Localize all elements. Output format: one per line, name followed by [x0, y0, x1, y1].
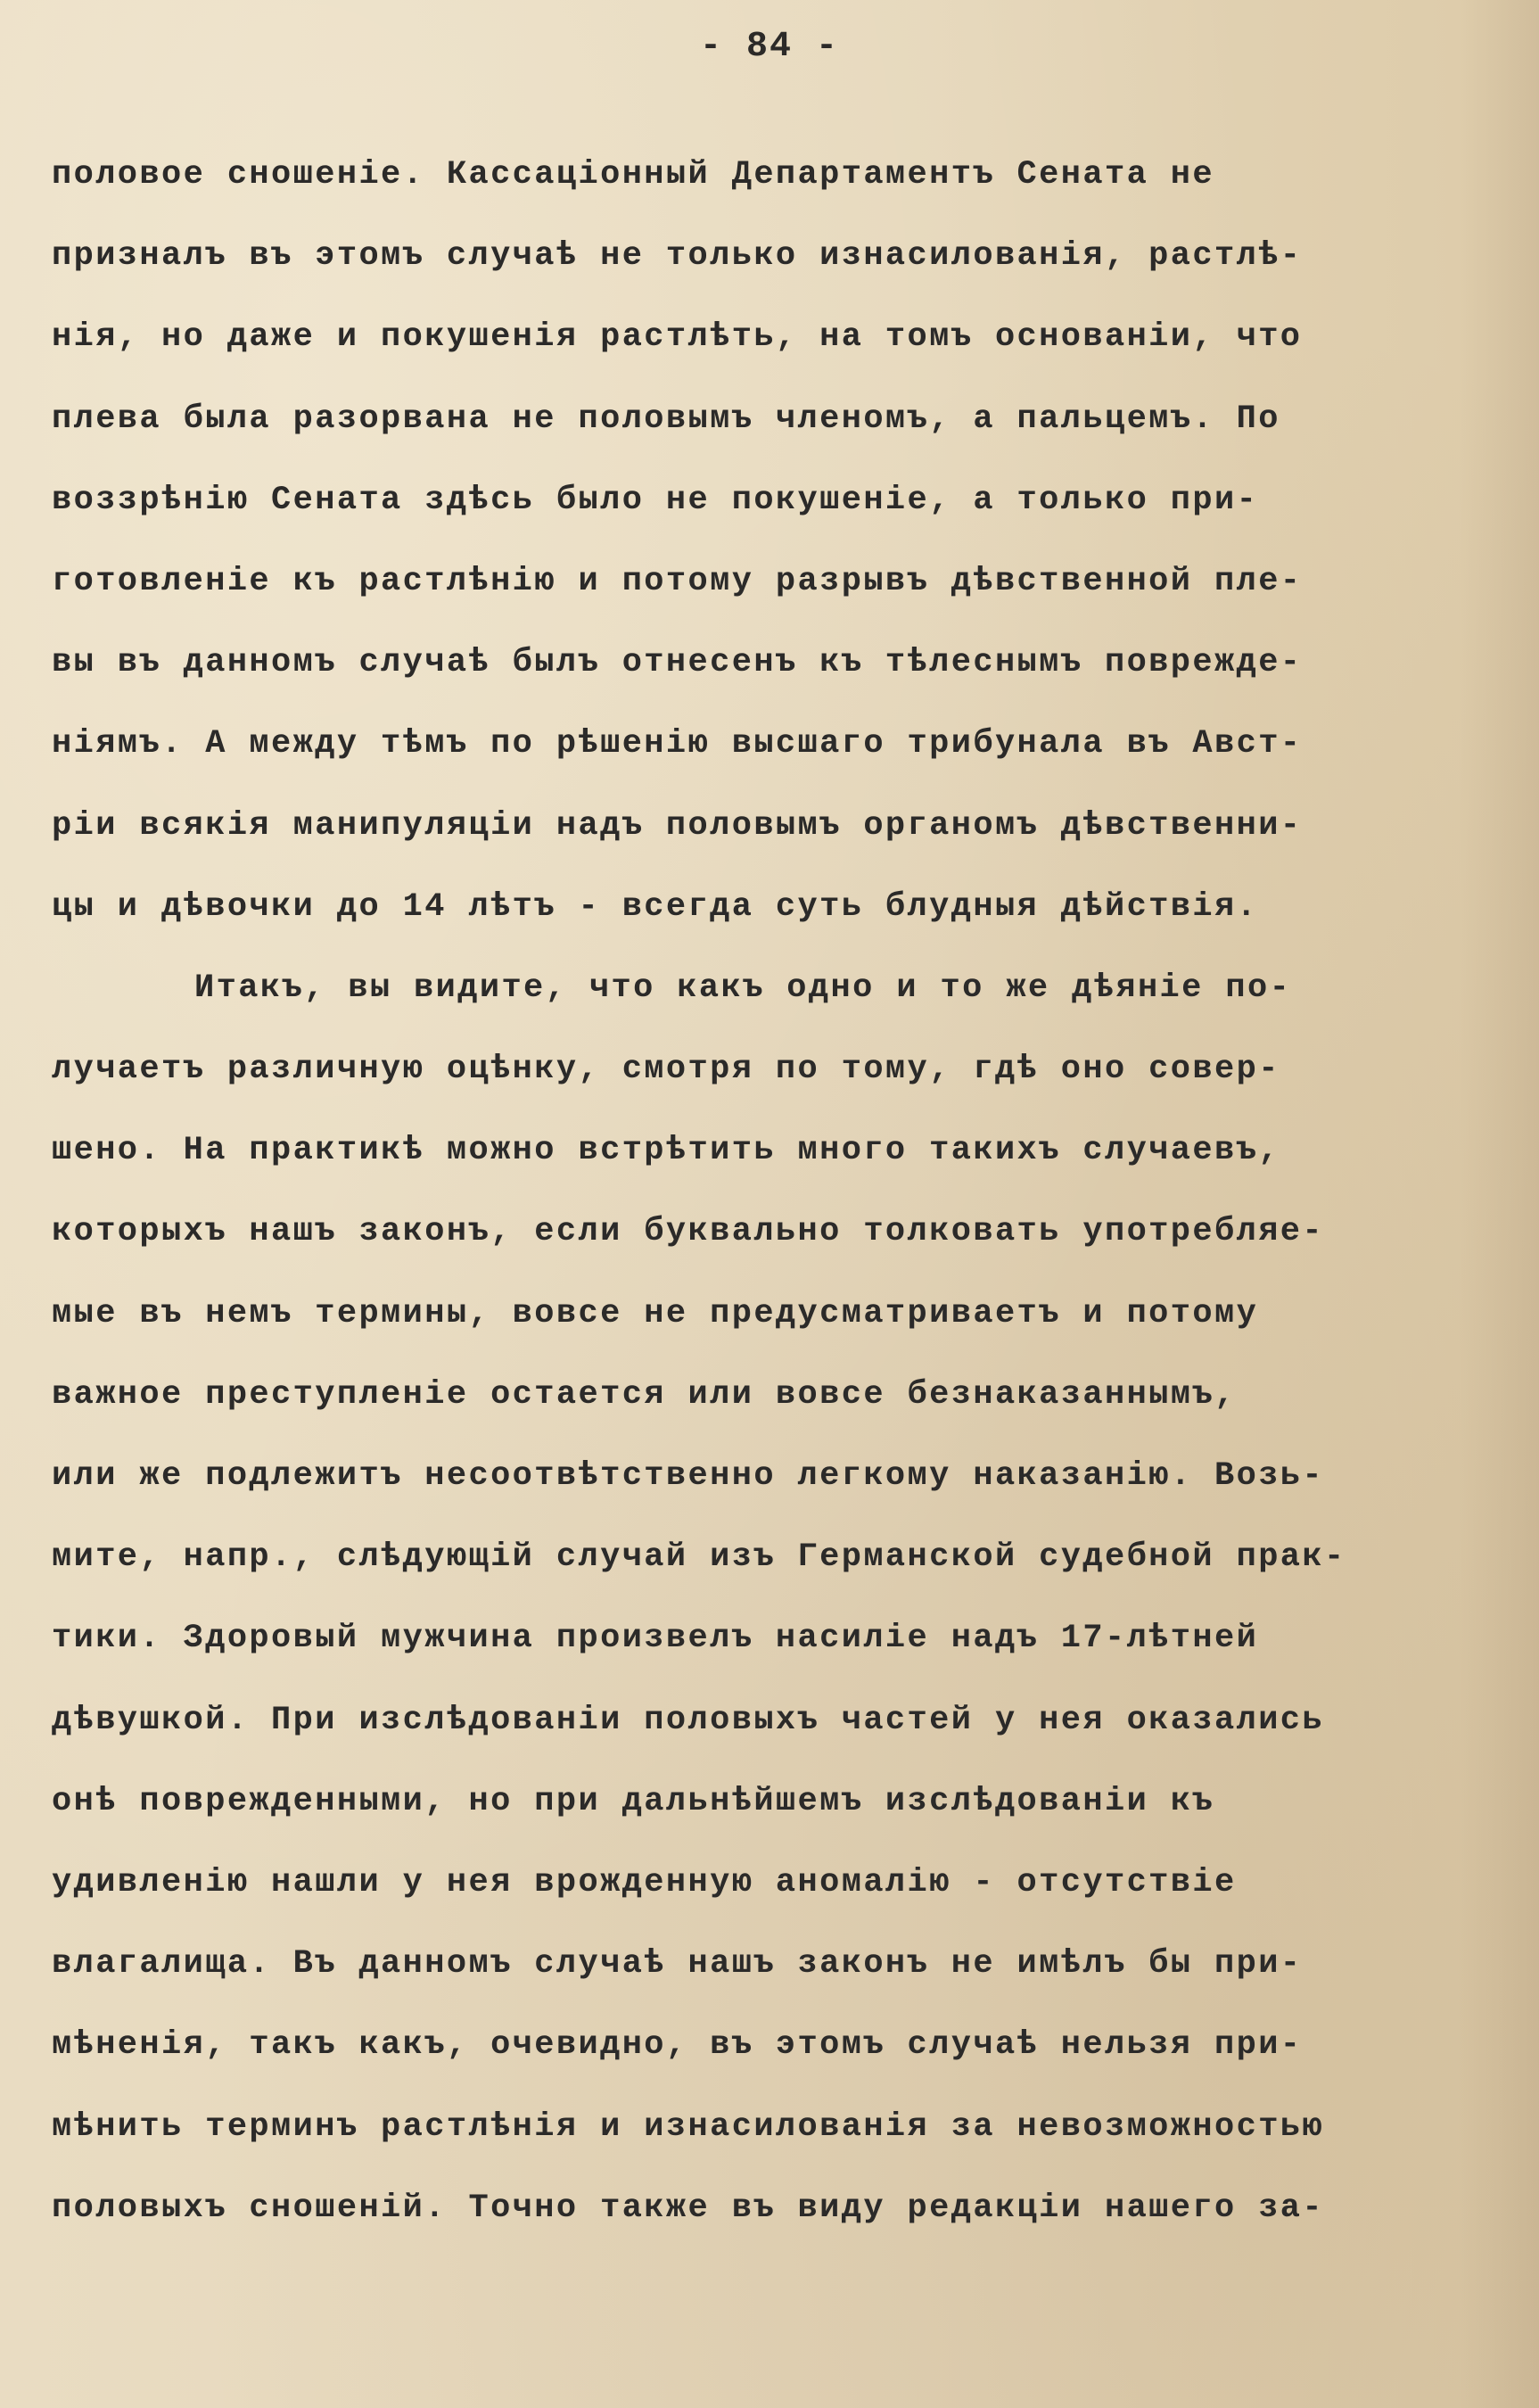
- text-line: плева была разорвана не половымъ членомъ, а пальцемъ. По: [52, 400, 1280, 438]
- text-line: лучаетъ различную оцѣнку, смотря по тому, гдѣ оно совер-: [52, 1051, 1280, 1089]
- text-line: нія, но даже и покушенія растлѣть, на томъ основаніи, что: [52, 318, 1303, 357]
- text-line: половыхъ сношеній. Точно также въ виду редакціи нашего за-: [52, 2189, 1325, 2227]
- text-line: ріи всякія манипуляціи надъ половымъ органомъ дѣвственни-: [52, 806, 1303, 845]
- text-line: шено. На практикѣ можно встрѣтить много такихъ случаевъ,: [52, 1132, 1280, 1170]
- text-line: мѣнить терминъ растлѣнія и изнасилованія за невозможностью: [52, 2107, 1325, 2146]
- paragraph-start-line: Итакъ, вы видите, что какъ одно и то же дѣяніе по-: [194, 969, 1292, 1007]
- text-line: или же подлежитъ несоотвѣтственно легкому наказанію. Возь-: [52, 1457, 1325, 1495]
- text-line: ніямъ. А между тѣмъ по рѣшенію высшаго трибунала въ Авст-: [52, 725, 1303, 763]
- text-line: влагалища. Въ данномъ случаѣ нашъ законъ не имѣлъ бы при-: [52, 1945, 1303, 1983]
- text-line: готовленіе къ растлѣнію и потому разрывъ дѣвственной пле-: [52, 562, 1303, 600]
- text-line: которыхъ нашъ законъ, если буквально толковать употребляе-: [52, 1213, 1325, 1251]
- text-line: призналъ въ этомъ случаѣ не только изнасилованія, растлѣ-: [52, 237, 1303, 276]
- text-line: вы въ данномъ случаѣ былъ отнесенъ къ тѣлеснымъ поврежде-: [52, 644, 1303, 682]
- text-line: важное преступленіе остается или вовсе безнаказаннымъ,: [52, 1375, 1237, 1414]
- text-line: мые въ немъ термины, вовсе не предусматриваетъ и потому: [52, 1294, 1259, 1332]
- text-line: мѣненія, такъ какъ, очевидно, въ этомъ случаѣ нельзя при-: [52, 2026, 1303, 2065]
- text-line: цы и дѣвочки до 14 лѣтъ - всегда суть блудныя дѣйствія.: [52, 887, 1259, 926]
- text-line: дѣвушкой. При изслѣдованіи половыхъ частей у нея оказались: [52, 1701, 1325, 1739]
- text-line: мите, напр., слѣдующій случай изъ Германской судебной прак-: [52, 1538, 1346, 1577]
- text-line: тики. Здоровый мужчина произвелъ насиліе надъ 17-лѣтней: [52, 1620, 1259, 1658]
- page-number: - 84 -: [699, 27, 840, 67]
- text-line: онѣ поврежденными, но при дальнѣйшемъ изслѣдованіи къ: [52, 1782, 1214, 1820]
- text-line: половое сношеніе. Кассаціонный Департаментъ Сената не: [52, 156, 1214, 194]
- text-line: удивленію нашли у нея врожденную аномалію - отсутствіе: [52, 1863, 1237, 1901]
- text-line: воззрѣнію Сената здѣсь было не покушеніе, а только при-: [52, 481, 1259, 519]
- body-text: [52, 148, 1496, 2263]
